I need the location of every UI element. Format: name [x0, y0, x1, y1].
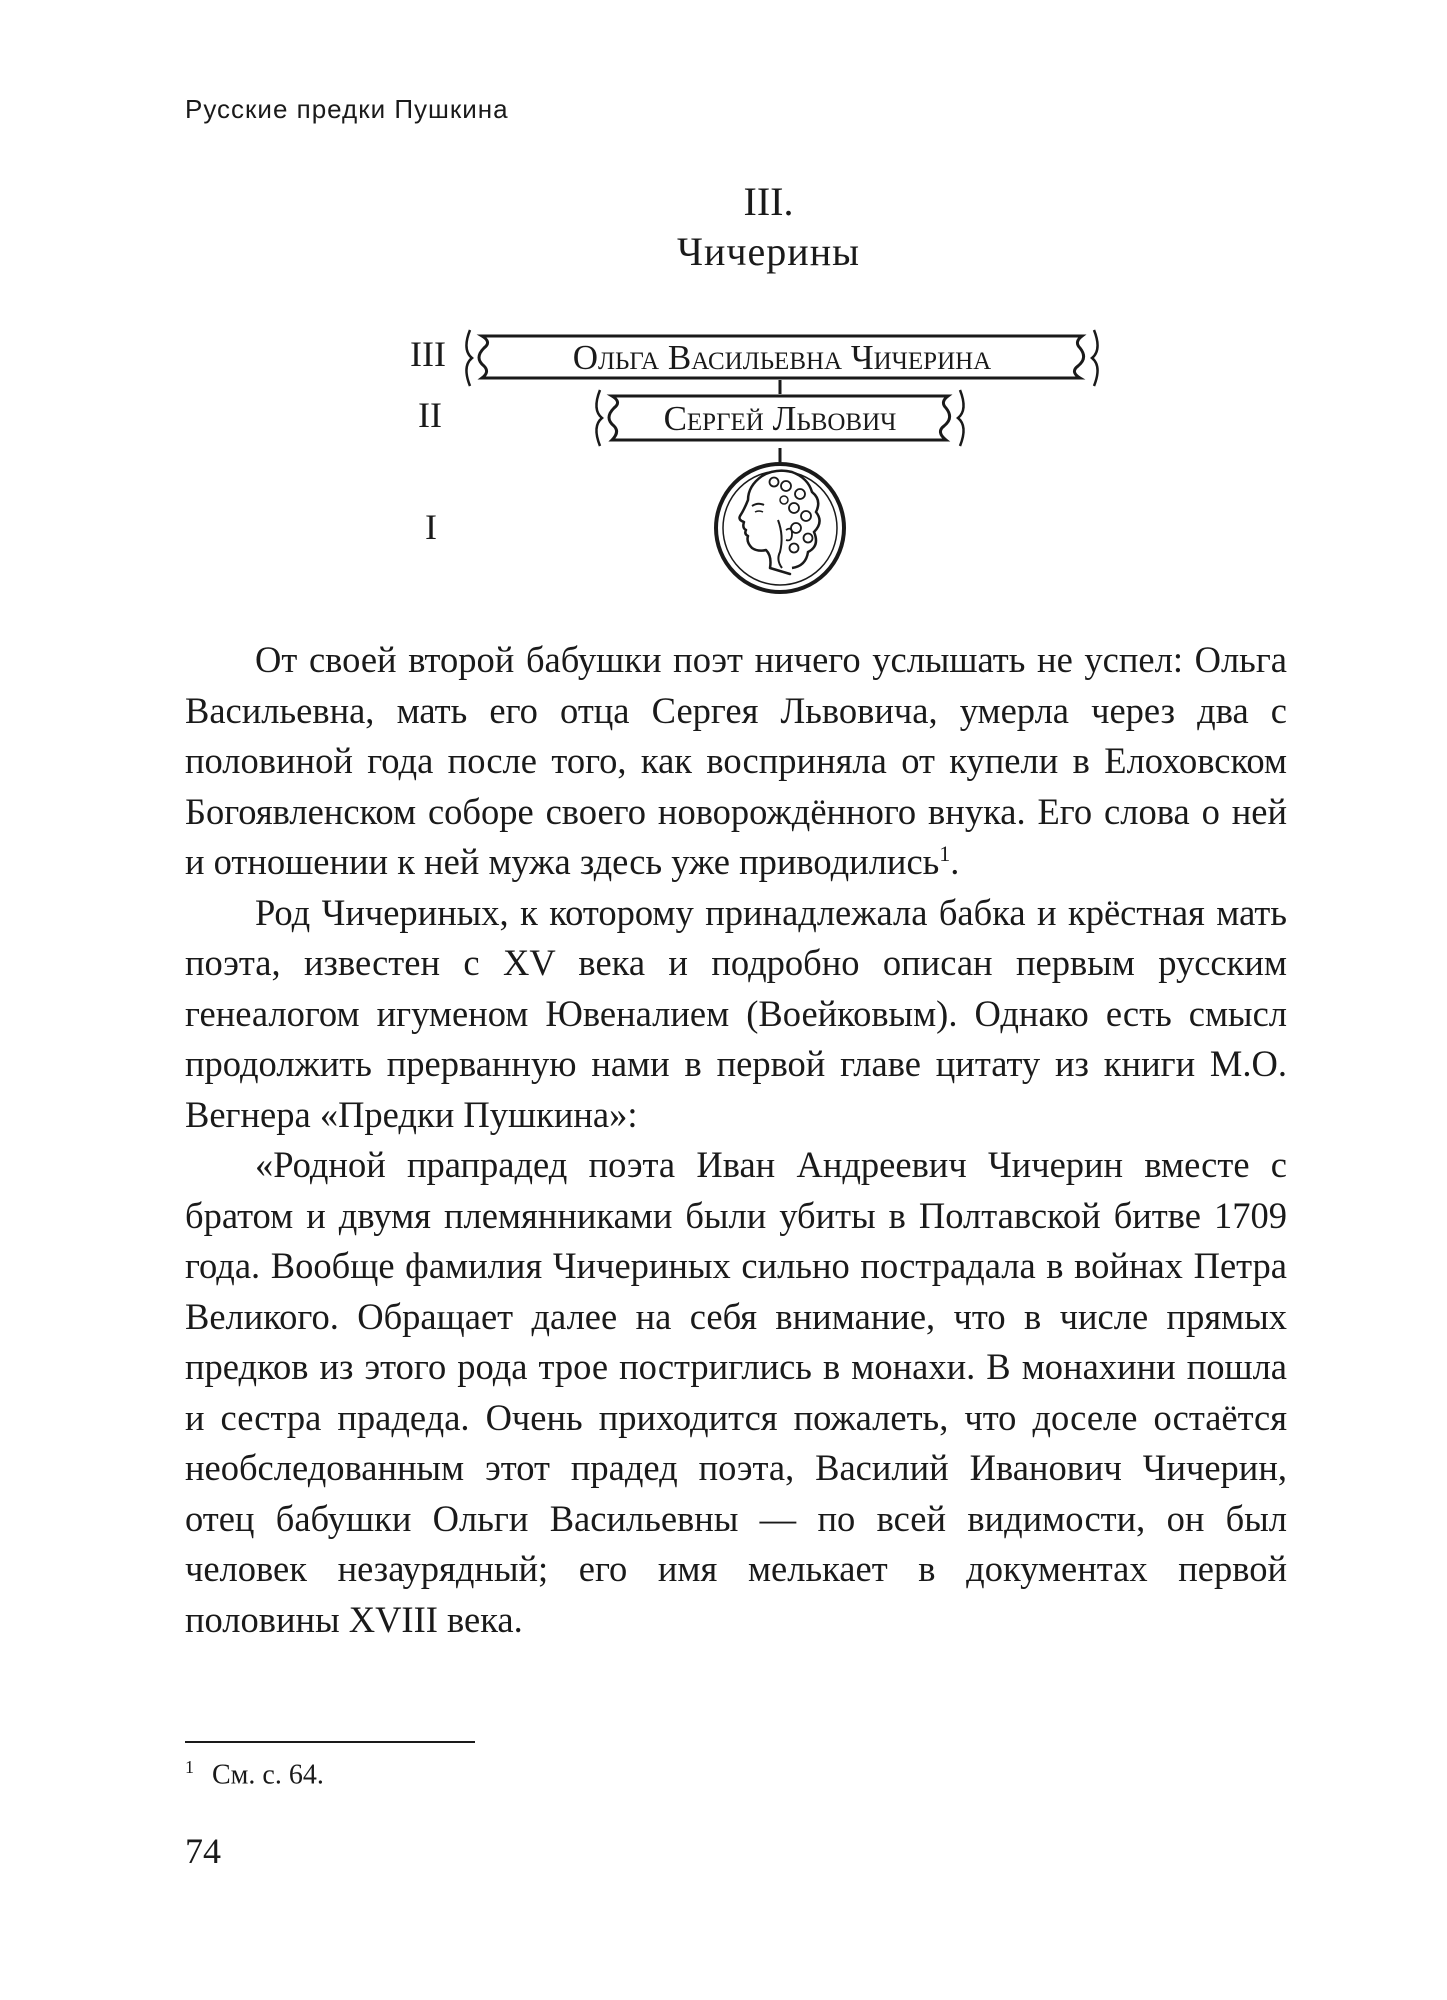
- ribbon-name-iii: Ольга Васильевна Чичерина: [572, 338, 992, 377]
- paragraph-quote: «Родной прапрадед поэта Иван Андреевич Чичерин вместе с братом и двумя племянниками были убиты в Полтавской битве 1709 года. Вообще фамилия Чичериных сильно пострадала в войнах Петра Великого. Обращает далее на себя внимание, что в числе прямых предков из этого рода трое постриглись в монахи. В монахини пошла и сестра прадеда. Очень приходится пожалеть, что доселе остаётся необследованным этот прадед поэта, Василий Иванович Чичерин, отец бабушки Ольги Васильевны — по всей видимости, он был человек незаурядный; его имя мелькает в документах первой половины XVIII века.: [185, 1144, 1287, 1640]
- ribbon-banner-iii: [466, 330, 1097, 386]
- footnote: [185, 1757, 324, 1791]
- generation-label-ii: II: [418, 395, 442, 435]
- paragraph-end: .: [950, 841, 960, 882]
- footnote-reference: 1: [939, 840, 951, 866]
- running-head: Русские предки Пушкина: [185, 94, 509, 124]
- ribbon-banner-ii: [596, 390, 963, 446]
- footnote-text: См. с. 64.: [212, 1759, 324, 1791]
- paragraph: [185, 635, 1287, 888]
- generation-label-iii: III: [410, 334, 446, 374]
- chapter-title: Чичерины: [677, 229, 860, 274]
- footnote-marker: 1: [185, 1757, 194, 1777]
- footnote-divider: [185, 1741, 475, 1743]
- genealogy-tree: [0, 0, 1447, 620]
- pushkin-profile-medallion-icon: [716, 464, 844, 592]
- page-number: 74: [185, 1831, 221, 1871]
- chapter-number: III.: [743, 179, 794, 224]
- generation-label-i: I: [425, 507, 437, 547]
- paragraph: Род Чичериных, к которому принадлежала бабка и крёстная мать поэта, известен с XV века и подробно описан первым русским генеалогом игуменом Ювеналием (Воейковым). Однако есть смысл продолжить прерванную нами в первой главе цитату из книги М.О. Вегнера «Предки Пушкина»:: [185, 891, 1287, 1135]
- paragraph-text: От своей второй бабушки поэт ничего услышать не успел: Ольга Васильевна, мать его отца Сергея Львовича, умерла через два с половиной года после того, как восприняла от купели в Елоховском Богоявленском соборе своего новорождённого внука. Его слова о ней и отношении к ней мужа здесь уже приводились: [185, 639, 1287, 882]
- ribbon-name-ii: Сергей Львович: [663, 399, 897, 438]
- body-text: [185, 635, 1287, 1645]
